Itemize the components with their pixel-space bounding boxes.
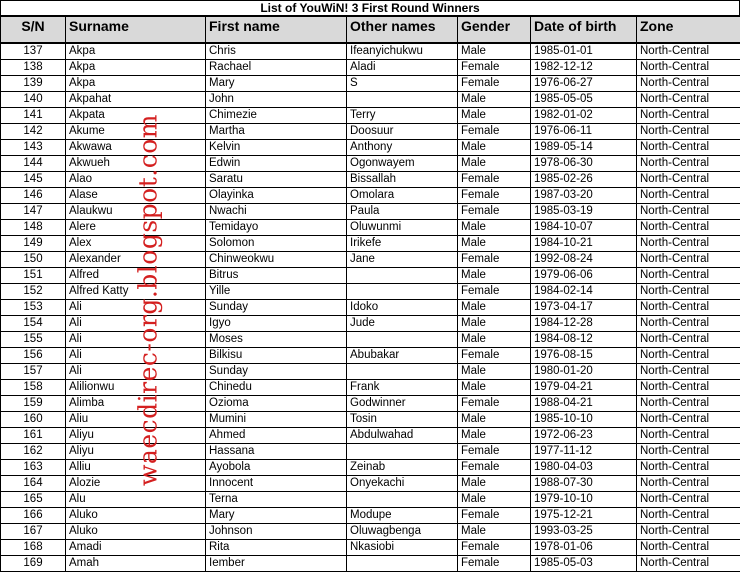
table-row <box>1 411 740 427</box>
cell-other-names <box>347 443 458 459</box>
cell-zone: North-Central <box>637 139 740 155</box>
table-row <box>1 283 740 299</box>
cell-gender: Female <box>458 539 531 555</box>
cell-sn: 140 <box>1 91 66 107</box>
cell-surname: Aliu <box>66 411 206 427</box>
cell-first-name: Mumini <box>206 411 347 427</box>
table-row <box>1 363 740 379</box>
cell-zone: North-Central <box>637 203 740 219</box>
cell-surname: Alliu <box>66 459 206 475</box>
cell-surname: Akpahat <box>66 91 206 107</box>
cell-date-of-birth: 1984-10-21 <box>531 235 637 251</box>
cell-surname: Alfred <box>66 267 206 283</box>
cell-sn: 161 <box>1 427 66 443</box>
cell-date-of-birth: 1980-04-03 <box>531 459 637 475</box>
cell-surname: Amadi <box>66 539 206 555</box>
cell-first-name: Chimezie <box>206 107 347 123</box>
cell-gender: Female <box>458 283 531 299</box>
cell-first-name: Sunday <box>206 299 347 315</box>
table-row <box>1 59 740 75</box>
cell-gender: Male <box>458 331 531 347</box>
header-zone: Zone <box>637 17 740 43</box>
cell-gender: Male <box>458 139 531 155</box>
cell-gender: Female <box>458 395 531 411</box>
cell-first-name: Temidayo <box>206 219 347 235</box>
cell-surname: Akpata <box>66 107 206 123</box>
cell-gender: Male <box>458 43 531 60</box>
cell-date-of-birth: 1976-06-11 <box>531 123 637 139</box>
cell-surname: Aluko <box>66 523 206 539</box>
table-row <box>1 203 740 219</box>
cell-gender: Female <box>458 555 531 571</box>
cell-zone: North-Central <box>637 267 740 283</box>
cell-date-of-birth: 1989-05-14 <box>531 139 637 155</box>
cell-surname: Alex <box>66 235 206 251</box>
winners-table <box>0 16 740 572</box>
cell-date-of-birth: 1984-02-14 <box>531 283 637 299</box>
cell-first-name: Rita <box>206 539 347 555</box>
cell-surname: Alaukwu <box>66 203 206 219</box>
cell-zone: North-Central <box>637 59 740 75</box>
cell-other-names: Nkasiobi <box>347 539 458 555</box>
cell-sn: 152 <box>1 283 66 299</box>
cell-date-of-birth: 1973-04-17 <box>531 299 637 315</box>
cell-date-of-birth: 1984-10-07 <box>531 219 637 235</box>
cell-other-names: Oluwunmi <box>347 219 458 235</box>
cell-gender: Male <box>458 363 531 379</box>
cell-sn: 154 <box>1 315 66 331</box>
cell-surname: Alao <box>66 171 206 187</box>
cell-date-of-birth: 1979-04-21 <box>531 379 637 395</box>
cell-first-name: Yille <box>206 283 347 299</box>
cell-surname: Ali <box>66 299 206 315</box>
cell-date-of-birth: 1985-10-10 <box>531 411 637 427</box>
cell-first-name: Martha <box>206 123 347 139</box>
cell-sn: 143 <box>1 139 66 155</box>
cell-zone: North-Central <box>637 555 740 571</box>
cell-gender: Male <box>458 379 531 395</box>
table-row <box>1 299 740 315</box>
table-row <box>1 219 740 235</box>
cell-zone: North-Central <box>637 507 740 523</box>
cell-first-name: Edwin <box>206 155 347 171</box>
cell-date-of-birth: 1985-05-03 <box>531 555 637 571</box>
table-row <box>1 379 740 395</box>
cell-gender: Male <box>458 267 531 283</box>
cell-surname: Ali <box>66 347 206 363</box>
table-row <box>1 251 740 267</box>
cell-sn: 164 <box>1 475 66 491</box>
cell-zone: North-Central <box>637 475 740 491</box>
cell-gender: Female <box>458 203 531 219</box>
cell-surname: Alexander <box>66 251 206 267</box>
cell-first-name: Kelvin <box>206 139 347 155</box>
cell-date-of-birth: 1978-06-30 <box>531 155 637 171</box>
table-row <box>1 555 740 571</box>
cell-other-names: Idoko <box>347 299 458 315</box>
cell-first-name: Sunday <box>206 363 347 379</box>
cell-other-names: Onyekachi <box>347 475 458 491</box>
cell-zone: North-Central <box>637 395 740 411</box>
cell-surname: Alere <box>66 219 206 235</box>
cell-gender: Female <box>458 123 531 139</box>
cell-other-names: Tosin <box>347 411 458 427</box>
cell-first-name: Chinweokwu <box>206 251 347 267</box>
cell-surname: Ali <box>66 363 206 379</box>
table-row <box>1 107 740 123</box>
cell-sn: 167 <box>1 523 66 539</box>
cell-sn: 148 <box>1 219 66 235</box>
cell-surname: Amah <box>66 555 206 571</box>
cell-date-of-birth: 1988-07-30 <box>531 475 637 491</box>
table-row <box>1 523 740 539</box>
cell-other-names: Frank <box>347 379 458 395</box>
cell-zone: North-Central <box>637 347 740 363</box>
cell-first-name: Olayinka <box>206 187 347 203</box>
cell-gender: Female <box>458 59 531 75</box>
table-title: List of YouWiN! 3 First Round Winners <box>0 0 740 16</box>
cell-other-names: Jane <box>347 251 458 267</box>
cell-sn: 141 <box>1 107 66 123</box>
cell-date-of-birth: 1992-08-24 <box>531 251 637 267</box>
cell-zone: North-Central <box>637 379 740 395</box>
cell-sn: 155 <box>1 331 66 347</box>
cell-zone: North-Central <box>637 235 740 251</box>
cell-date-of-birth: 1988-04-21 <box>531 395 637 411</box>
cell-first-name: Innocent <box>206 475 347 491</box>
cell-date-of-birth: 1984-08-12 <box>531 331 637 347</box>
cell-first-name: Iember <box>206 555 347 571</box>
cell-zone: North-Central <box>637 443 740 459</box>
cell-sn: 159 <box>1 395 66 411</box>
cell-date-of-birth: 1976-06-27 <box>531 75 637 91</box>
header-gender: Gender <box>458 17 531 43</box>
cell-surname: Akume <box>66 123 206 139</box>
cell-gender: Female <box>458 187 531 203</box>
cell-surname: Aliyu <box>66 443 206 459</box>
cell-sn: 166 <box>1 507 66 523</box>
cell-date-of-birth: 1982-01-02 <box>531 107 637 123</box>
cell-date-of-birth: 1985-02-26 <box>531 171 637 187</box>
cell-zone: North-Central <box>637 171 740 187</box>
table-row <box>1 139 740 155</box>
cell-sn: 160 <box>1 411 66 427</box>
cell-date-of-birth: 1978-01-06 <box>531 539 637 555</box>
cell-surname: Alimba <box>66 395 206 411</box>
cell-other-names <box>347 91 458 107</box>
cell-zone: North-Central <box>637 315 740 331</box>
cell-zone: North-Central <box>637 251 740 267</box>
table-row <box>1 267 740 283</box>
cell-zone: North-Central <box>637 299 740 315</box>
table-row <box>1 91 740 107</box>
table-row <box>1 347 740 363</box>
header-date-of-birth: Date of birth <box>531 17 637 43</box>
table-row <box>1 427 740 443</box>
cell-zone: North-Central <box>637 219 740 235</box>
cell-first-name: Chinedu <box>206 379 347 395</box>
cell-other-names <box>347 491 458 507</box>
cell-other-names <box>347 363 458 379</box>
cell-surname: Akpa <box>66 59 206 75</box>
cell-gender: Male <box>458 91 531 107</box>
cell-surname: Aluko <box>66 507 206 523</box>
cell-first-name: Rachael <box>206 59 347 75</box>
cell-first-name: Ayobola <box>206 459 347 475</box>
cell-date-of-birth: 1972-06-23 <box>531 427 637 443</box>
cell-sn: 151 <box>1 267 66 283</box>
cell-zone: North-Central <box>637 283 740 299</box>
cell-gender: Male <box>458 315 531 331</box>
cell-first-name: Mary <box>206 75 347 91</box>
cell-other-names: Doosuur <box>347 123 458 139</box>
cell-sn: 149 <box>1 235 66 251</box>
cell-gender: Female <box>458 459 531 475</box>
cell-first-name: Saratu <box>206 171 347 187</box>
cell-surname: Alfred Katty <box>66 283 206 299</box>
cell-surname: Alase <box>66 187 206 203</box>
cell-zone: North-Central <box>637 539 740 555</box>
cell-other-names: Anthony <box>347 139 458 155</box>
cell-sn: 147 <box>1 203 66 219</box>
cell-date-of-birth: 1977-11-12 <box>531 443 637 459</box>
cell-first-name: Ahmed <box>206 427 347 443</box>
cell-zone: North-Central <box>637 91 740 107</box>
cell-zone: North-Central <box>637 155 740 171</box>
table-body <box>1 43 740 572</box>
table-row <box>1 187 740 203</box>
cell-first-name: Bitrus <box>206 267 347 283</box>
watermark-text: waecdirec-org.blogspot.com <box>134 114 163 486</box>
cell-first-name: Johnson <box>206 523 347 539</box>
cell-zone: North-Central <box>637 491 740 507</box>
cell-other-names: Abubakar <box>347 347 458 363</box>
cell-sn: 145 <box>1 171 66 187</box>
cell-gender: Female <box>458 507 531 523</box>
table-row <box>1 155 740 171</box>
header-first-name: First name <box>206 17 347 43</box>
cell-other-names: Abdulwahad <box>347 427 458 443</box>
cell-date-of-birth: 1985-01-01 <box>531 43 637 60</box>
cell-gender: Male <box>458 523 531 539</box>
cell-sn: 150 <box>1 251 66 267</box>
cell-first-name: Ozioma <box>206 395 347 411</box>
cell-date-of-birth: 1976-08-15 <box>531 347 637 363</box>
cell-gender: Male <box>458 107 531 123</box>
cell-sn: 139 <box>1 75 66 91</box>
cell-gender: Male <box>458 491 531 507</box>
cell-sn: 138 <box>1 59 66 75</box>
cell-zone: North-Central <box>637 75 740 91</box>
cell-first-name: Bilkisu <box>206 347 347 363</box>
cell-other-names: Aladi <box>347 59 458 75</box>
cell-date-of-birth: 1982-12-12 <box>531 59 637 75</box>
table-row <box>1 395 740 411</box>
cell-gender: Female <box>458 347 531 363</box>
cell-gender: Male <box>458 427 531 443</box>
cell-first-name: Chris <box>206 43 347 60</box>
cell-surname: Akwawa <box>66 139 206 155</box>
cell-zone: North-Central <box>637 363 740 379</box>
cell-other-names: Bissallah <box>347 171 458 187</box>
cell-surname: Alu <box>66 491 206 507</box>
cell-surname: Akwueh <box>66 155 206 171</box>
cell-other-names: Godwinner <box>347 395 458 411</box>
header-other-names: Other names <box>347 17 458 43</box>
cell-surname: Aliyu <box>66 427 206 443</box>
cell-sn: 162 <box>1 443 66 459</box>
cell-other-names: Terry <box>347 107 458 123</box>
cell-zone: North-Central <box>637 123 740 139</box>
cell-zone: North-Central <box>637 427 740 443</box>
table-row <box>1 539 740 555</box>
cell-gender: Female <box>458 251 531 267</box>
cell-sn: 168 <box>1 539 66 555</box>
cell-gender: Male <box>458 219 531 235</box>
cell-other-names <box>347 283 458 299</box>
cell-other-names: Jude <box>347 315 458 331</box>
cell-gender: Female <box>458 171 531 187</box>
table-row <box>1 315 740 331</box>
cell-gender: Male <box>458 299 531 315</box>
cell-zone: North-Central <box>637 187 740 203</box>
cell-surname: Alilionwu <box>66 379 206 395</box>
cell-first-name: Nwachi <box>206 203 347 219</box>
cell-other-names <box>347 331 458 347</box>
cell-date-of-birth: 1979-10-10 <box>531 491 637 507</box>
cell-first-name: Igyo <box>206 315 347 331</box>
cell-zone: North-Central <box>637 107 740 123</box>
cell-sn: 144 <box>1 155 66 171</box>
table-row <box>1 475 740 491</box>
table-row <box>1 171 740 187</box>
cell-other-names: Paula <box>347 203 458 219</box>
table-row <box>1 235 740 251</box>
cell-date-of-birth: 1984-12-28 <box>531 315 637 331</box>
cell-gender: Male <box>458 155 531 171</box>
cell-date-of-birth: 1987-03-20 <box>531 187 637 203</box>
cell-first-name: John <box>206 91 347 107</box>
cell-date-of-birth: 1979-06-06 <box>531 267 637 283</box>
cell-gender: Female <box>458 75 531 91</box>
table-row <box>1 459 740 475</box>
header-surname: Surname <box>66 17 206 43</box>
cell-surname: Akpa <box>66 75 206 91</box>
cell-first-name: Hassana <box>206 443 347 459</box>
table-row <box>1 507 740 523</box>
table-row <box>1 43 740 60</box>
cell-other-names: Zeinab <box>347 459 458 475</box>
cell-other-names: S <box>347 75 458 91</box>
cell-date-of-birth: 1993-03-25 <box>531 523 637 539</box>
cell-other-names <box>347 267 458 283</box>
cell-gender: Male <box>458 411 531 427</box>
cell-zone: North-Central <box>637 411 740 427</box>
cell-zone: North-Central <box>637 523 740 539</box>
cell-surname: Ali <box>66 331 206 347</box>
cell-gender: Male <box>458 235 531 251</box>
table-row <box>1 331 740 347</box>
cell-other-names <box>347 555 458 571</box>
cell-gender: Female <box>458 443 531 459</box>
cell-date-of-birth: 1975-12-21 <box>531 507 637 523</box>
cell-gender: Male <box>458 475 531 491</box>
cell-sn: 153 <box>1 299 66 315</box>
cell-other-names: Omolara <box>347 187 458 203</box>
cell-sn: 137 <box>1 43 66 60</box>
cell-surname: Alozie <box>66 475 206 491</box>
cell-other-names: Oluwagbenga <box>347 523 458 539</box>
cell-sn: 146 <box>1 187 66 203</box>
cell-surname: Ali <box>66 315 206 331</box>
cell-surname: Akpa <box>66 43 206 60</box>
cell-date-of-birth: 1985-05-05 <box>531 91 637 107</box>
cell-other-names: Irikefe <box>347 235 458 251</box>
cell-other-names: Modupe <box>347 507 458 523</box>
cell-date-of-birth: 1985-03-19 <box>531 203 637 219</box>
cell-other-names: Ogonwayem <box>347 155 458 171</box>
cell-zone: North-Central <box>637 331 740 347</box>
table-row <box>1 443 740 459</box>
cell-zone: North-Central <box>637 459 740 475</box>
cell-zone: North-Central <box>637 43 740 60</box>
cell-first-name: Solomon <box>206 235 347 251</box>
cell-date-of-birth: 1980-01-20 <box>531 363 637 379</box>
cell-sn: 142 <box>1 123 66 139</box>
cell-sn: 169 <box>1 555 66 571</box>
cell-sn: 165 <box>1 491 66 507</box>
header-sn: S/N <box>1 17 66 43</box>
cell-first-name: Moses <box>206 331 347 347</box>
table-row <box>1 491 740 507</box>
header-row <box>1 17 740 43</box>
cell-sn: 163 <box>1 459 66 475</box>
cell-other-names: Ifeanyichukwu <box>347 43 458 60</box>
table-row <box>1 75 740 91</box>
cell-first-name: Terna <box>206 491 347 507</box>
cell-sn: 156 <box>1 347 66 363</box>
cell-sn: 158 <box>1 379 66 395</box>
cell-sn: 157 <box>1 363 66 379</box>
table-row <box>1 123 740 139</box>
cell-first-name: Mary <box>206 507 347 523</box>
